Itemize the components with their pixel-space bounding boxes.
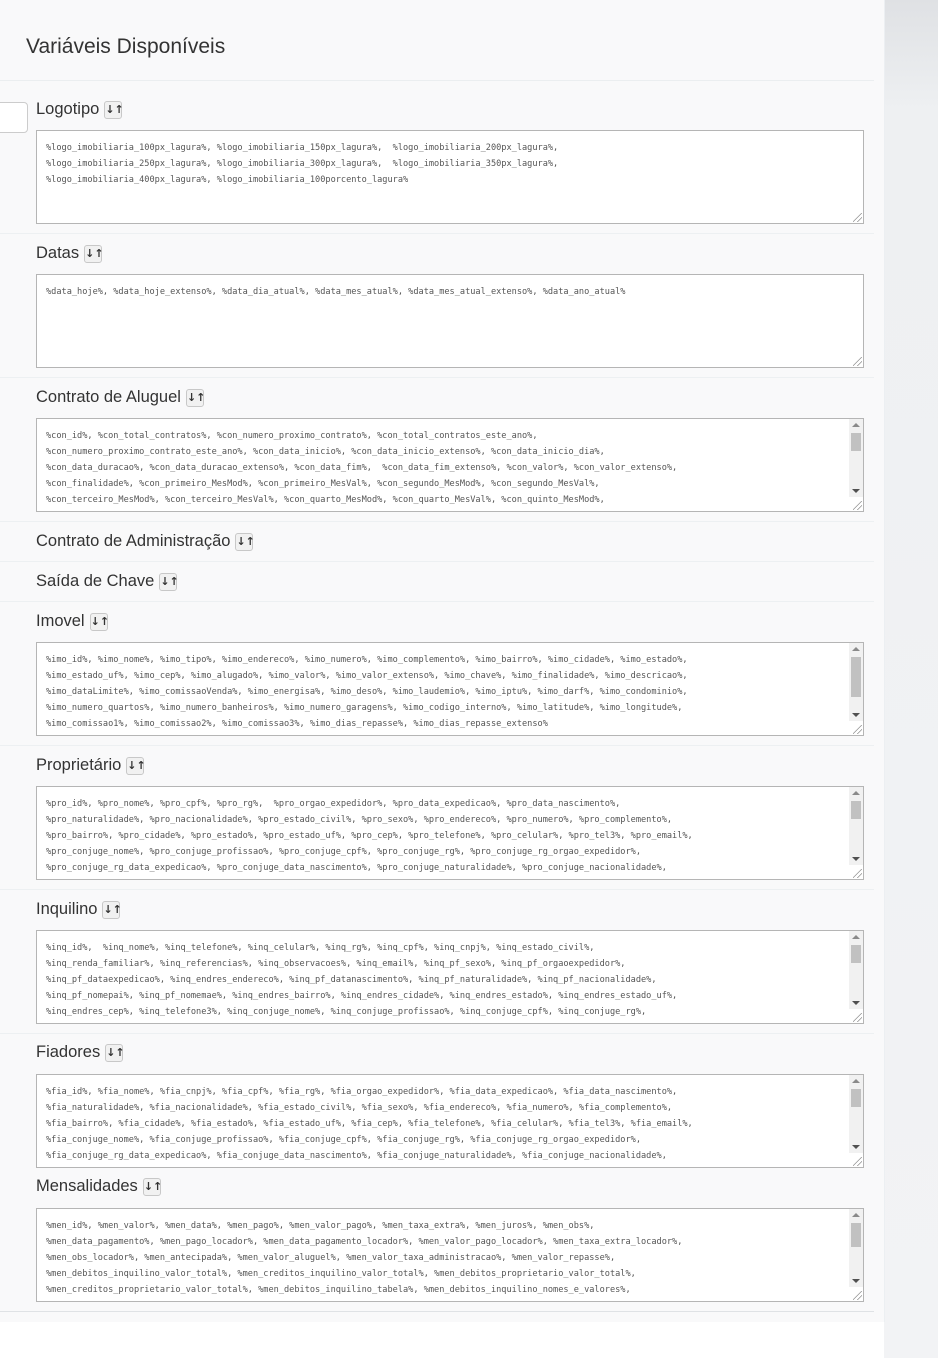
scroll-up-icon[interactable]	[852, 423, 860, 427]
scroll-down-icon[interactable]	[852, 1001, 860, 1005]
section-divider	[0, 1033, 874, 1034]
sort-icon[interactable]: ↓↑	[105, 1044, 123, 1062]
sort-icon[interactable]: ↓↑	[143, 1178, 161, 1196]
scroll-up-icon[interactable]	[852, 791, 860, 795]
sort-icon[interactable]: ↓↑	[235, 533, 253, 551]
variables-textarea[interactable]	[36, 1208, 864, 1302]
page-background-gutter	[884, 0, 938, 1358]
section-divider	[0, 377, 874, 378]
resize-handle-icon[interactable]	[853, 213, 862, 222]
scroll-up-icon[interactable]	[852, 647, 860, 651]
panel-title: Variáveis Disponíveis	[26, 35, 226, 58]
variables-textarea[interactable]	[36, 418, 864, 512]
section-title: Proprietário	[36, 756, 122, 774]
variables-textarea[interactable]	[36, 930, 864, 1024]
resize-handle-icon[interactable]	[853, 1291, 862, 1300]
variables-text: %con_id%, %con_total_contratos%, %con_numero_proximo_contrato%, %con_total_contratos_este_ano%, %con_numero_proximo_contrato_este_ano%, %con_data_inicio%, %con_data_inicio_extenso%, %con_data_inicio_dia%, %con_data_duracao%, %con_data_duracao_extenso%, %con_data_fim%, %con_data_fim_extenso%, %con_valor%, %con_valor_extenso%, %con_finalidade%, %con_primeiro_MesMod%, %con_primeiro_MesVal%, %con_segundo_MesMod%, %con_segundo_MesVal%, %con_terceiro_MesMod%, %con_terceiro_MesVal%, %con_quarto_MesMod%, %con_quarto_MesVal%, %con_quinto_MesMod%,	[46, 431, 678, 505]
scroll-up-icon[interactable]	[852, 935, 860, 939]
section-label	[36, 572, 177, 591]
variables-text: %imo_id%, %imo_nome%, %imo_tipo%, %imo_endereco%, %imo_numero%, %imo_complemento%, %imo_bairro%, %imo_cidade%, %imo_estado%, %imo_estado_uf%, %imo_cep%, %imo_alugado%, %imo_valor%, %imo_valor_extenso%, %imo_chave%, %imo_finalidade%, %imo_descricao%, %imo_dataLimite%, %imo_comissaoVenda%, %imo_energisa%, %imo_deso%, %imo_laudemio%, %imo_iptu%, %imo_darf%, %imo_condominio%, %imo_numero_quartos%, %imo_numero_banheiros%, %imo_numero_garagens%, %imo_codigo_interno%, %imo_latitude%, %imo_longitude%, %imo_comissao1%, %imo_comissao2%, %imo_comissao3%, %imo_dias_repasse%, %imo_dias_repasse_extenso%	[46, 655, 688, 729]
scrollbar[interactable]	[849, 643, 863, 721]
section-divider	[0, 601, 874, 602]
variables-textarea[interactable]	[36, 786, 864, 880]
scroll-down-icon[interactable]	[852, 713, 860, 717]
scroll-up-icon[interactable]	[852, 1213, 860, 1217]
section-label	[36, 1043, 123, 1062]
section-title: Saída de Chave	[36, 572, 155, 590]
section-label	[36, 1177, 161, 1196]
section-title: Imovel	[36, 612, 85, 630]
section-title: Fiadores	[36, 1043, 101, 1061]
scrollbar[interactable]	[849, 1209, 863, 1287]
section-divider	[0, 233, 874, 234]
sort-icon[interactable]: ↓↑	[90, 613, 108, 631]
sort-icon[interactable]: ↓↑	[102, 901, 120, 919]
scroll-thumb[interactable]	[851, 433, 861, 451]
resize-handle-icon[interactable]	[853, 501, 862, 510]
section-title: Contrato de Aluguel	[36, 388, 181, 406]
variables-textarea[interactable]	[36, 642, 864, 736]
scrollbar[interactable]	[849, 1075, 863, 1153]
section-label	[36, 532, 253, 551]
resize-handle-icon[interactable]	[853, 1157, 862, 1166]
sort-icon[interactable]: ↓↑	[84, 245, 102, 263]
scroll-thumb[interactable]	[851, 1223, 861, 1247]
variables-textarea[interactable]	[36, 130, 864, 224]
scrollbar[interactable]	[849, 787, 863, 865]
scroll-thumb[interactable]	[851, 945, 861, 963]
panel-footer-divider	[0, 1311, 874, 1312]
scroll-down-icon[interactable]	[852, 1145, 860, 1149]
scroll-down-icon[interactable]	[852, 1279, 860, 1283]
section-title: Contrato de Administração	[36, 532, 231, 550]
sort-icon[interactable]: ↓↑	[126, 757, 144, 775]
sort-icon[interactable]: ↓↑	[104, 101, 122, 119]
side-input-stub[interactable]	[0, 102, 28, 133]
variables-text: %men_id%, %men_valor%, %men_data%, %men_pago%, %men_valor_pago%, %men_taxa_extra%, %men_juros%, %men_obs%, %men_data_pagamento%, %men_pago_locador%, %men_data_pagamento_locador%, %men_valor_pago_locador%, %men_taxa_extra_locador%, %men_obs_locador%, %men_antecipada%, %men_valor_aluguel%, %men_valor_taxa_administracao%, %men_valor_repasse%, %men_debitos_inquilino_valor_total%, %men_creditos_inquilino_valor_total%, %men_debitos_proprietario_valor_total%, %men_creditos_proprietario_valor_total%, %men_debitos_inquilino_tabela%, %men_debitos_inquilino_nomes_e_valores%,	[46, 1221, 683, 1295]
section-title: Datas	[36, 244, 80, 262]
variables-text: %logo_imobiliaria_100px_lagura%, %logo_imobiliaria_150px_lagura%, %logo_imobiliaria_200px_lagura%, %logo_imobiliaria_250px_lagura%, %logo_imobiliaria_300px_lagura%, %logo_imobiliaria_350px_lagura%, %logo_imobiliaria_400px_lagura%, %logo_imobiliaria_100porcento_lagura%	[46, 143, 559, 185]
scroll-up-icon[interactable]	[852, 1079, 860, 1083]
variables-text: %data_hoje%, %data_hoje_extenso%, %data_dia_atual%, %data_mes_atual%, %data_mes_atual_extenso%, %data_ano_atual%	[46, 287, 626, 297]
section-label	[36, 756, 144, 775]
scroll-thumb[interactable]	[851, 1089, 861, 1107]
section-divider	[0, 889, 874, 890]
section-label	[36, 100, 122, 119]
variables-text: %inq_id%, %inq_nome%, %inq_telefone%, %inq_celular%, %inq_rg%, %inq_cpf%, %inq_cnpj%, %inq_estado_civil%, %inq_renda_familiar%, %inq_referencias%, %inq_observacoes%, %inq_email%, %inq_pf_sexo%, %inq_pf_orgaoexpedidor%, %inq_pf_dataexpedicao%, %inq_endres_endereco%, %inq_pf_datanascimento%, %inq_pf_naturalidade%, %inq_pf_nacionalidade%, %inq_pf_nomepai%, %inq_pf_nomemae%, %inq_endres_bairro%, %inq_endres_cidade%, %inq_endres_estado%, %inq_endres_estado_uf%, %inq_endres_cep%, %inq_telefone3%, %inq_conjuge_nome%, %inq_conjuge_profissao%, %inq_conjuge_cpf%, %inq_conjuge_rg%,	[46, 943, 678, 1017]
sort-icon[interactable]: ↓↑	[159, 573, 177, 591]
resize-handle-icon[interactable]	[853, 357, 862, 366]
variables-textarea[interactable]	[36, 1074, 864, 1168]
section-divider	[0, 745, 874, 746]
section-label	[36, 388, 204, 407]
scroll-thumb[interactable]	[851, 657, 861, 697]
section-title: Inquilino	[36, 900, 98, 918]
section-divider	[0, 561, 874, 562]
section-label	[36, 612, 108, 631]
section-title: Logotipo	[36, 100, 100, 118]
section-divider	[0, 521, 874, 522]
resize-handle-icon[interactable]	[853, 725, 862, 734]
scrollbar[interactable]	[849, 419, 863, 497]
section-label	[36, 244, 102, 263]
resize-handle-icon[interactable]	[853, 1013, 862, 1022]
resize-handle-icon[interactable]	[853, 869, 862, 878]
title-divider	[0, 80, 874, 81]
scroll-down-icon[interactable]	[852, 489, 860, 493]
sort-icon[interactable]: ↓↑	[186, 389, 204, 407]
section-label	[36, 900, 120, 919]
variables-text: %fia_id%, %fia_nome%, %fia_cnpj%, %fia_cpf%, %fia_rg%, %fia_orgao_expedidor%, %fia_data_expedicao%, %fia_data_nascimento%, %fia_naturalidade%, %fia_nacionalidade%, %fia_estado_civil%, %fia_sexo%, %fia_endereco%, %fia_numero%, %fia_complemento%, %fia_bairro%, %fia_cidade%, %fia_estado%, %fia_estado_uf%, %fia_cep%, %fia_telefone%, %fia_celular%, %fia_tel3%, %fia_email%, %fia_conjuge_nome%, %fia_conjuge_profissao%, %fia_conjuge_cpf%, %fia_conjuge_rg%, %fia_conjuge_rg_orgao_expedidor%, %fia_conjuge_rg_data_expedicao%, %fia_conjuge_data_nascimento%, %fia_conjuge_naturalidade%, %fia_conjuge_nacionalidade%,	[46, 1087, 693, 1161]
scroll-down-icon[interactable]	[852, 857, 860, 861]
variables-textarea[interactable]	[36, 274, 864, 368]
variables-text: %pro_id%, %pro_nome%, %pro_cpf%, %pro_rg%, %pro_orgao_expedidor%, %pro_data_expedicao%, %pro_data_nascimento%, %pro_naturalidade%, %pro_nacionalidade%, %pro_estado_civil%, %pro_sexo%, %pro_endereco%, %pro_numero%, %pro_complemento%, %pro_bairro%, %pro_cidade%, %pro_estado%, %pro_estado_uf%, %pro_cep%, %pro_telefone%, %pro_celular%, %pro_tel3%, %pro_email%, %pro_conjuge_nome%, %pro_conjuge_profissao%, %pro_conjuge_cpf%, %pro_conjuge_rg%, %pro_conjuge_rg_orgao_expedidor%, %pro_conjuge_rg_data_expedicao%, %pro_conjuge_data_nascimento%, %pro_conjuge_naturalidade%, %pro_conjuge_nacionalidade%,	[46, 799, 693, 873]
scrollbar[interactable]	[849, 931, 863, 1009]
scroll-thumb[interactable]	[851, 801, 861, 819]
section-title: Mensalidades	[36, 1177, 138, 1195]
